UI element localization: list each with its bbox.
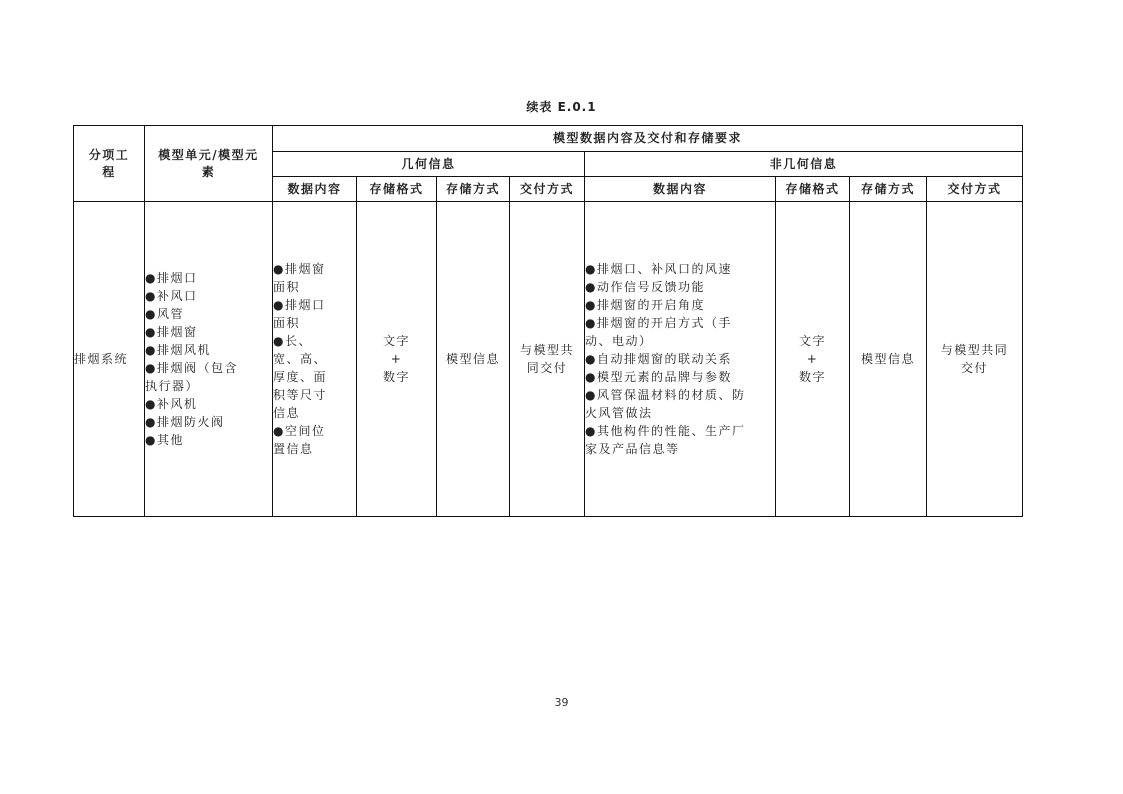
list-item: 厚度、面: [273, 370, 328, 384]
format-plus: +: [390, 352, 403, 366]
cell-ng-storage: 模型信息: [850, 202, 927, 517]
header-geo-storage: 存储方式: [437, 177, 510, 202]
list-item: ●排烟阀（包含: [145, 361, 238, 375]
header-geo-delivery: 交付方式: [510, 177, 585, 202]
header-geo-format: 存储格式: [357, 177, 437, 202]
header-geometric: 几何信息: [273, 152, 585, 177]
list-item: ●排烟窗的开启角度: [585, 298, 705, 312]
cell-geo-content: [273, 202, 357, 517]
header-model-unit: 模型单元/模型元素: [145, 126, 273, 202]
format-text: 文字: [382, 334, 410, 348]
list-item: ●排烟口: [273, 298, 326, 312]
cell-geo-delivery: [510, 202, 585, 517]
format-text: 文字: [798, 334, 826, 348]
list-item: ●其他: [145, 433, 184, 447]
delivery-line: 与模型共: [519, 343, 574, 357]
header-ng-format: 存储格式: [776, 177, 850, 202]
list-item: 面积: [273, 280, 301, 294]
page-number: 39: [554, 696, 569, 709]
cell-ng-delivery: [927, 202, 1023, 517]
table-title: 续表 E.0.1: [526, 100, 597, 114]
header-ng-content: 数据内容: [585, 177, 776, 202]
header-non-geometric: 非几何信息: [585, 152, 1023, 177]
list-item: ●空间位: [273, 424, 326, 438]
list-item: ●排烟风机: [145, 343, 211, 357]
cell-geo-format: [357, 202, 437, 517]
delivery-line: 交付: [961, 361, 989, 375]
list-item: ●长、: [273, 334, 312, 348]
format-number: 数字: [798, 370, 826, 384]
list-item: ●排烟窗: [145, 325, 198, 339]
cell-division: 排烟系统: [74, 202, 145, 517]
delivery-line: 与模型共同: [940, 343, 1009, 357]
header-ng-storage: 存储方式: [850, 177, 927, 202]
model-data-table: [73, 125, 1023, 517]
list-item: ●其他构件的性能、生产厂: [585, 424, 746, 438]
list-item: ●自动排烟窗的联动关系: [585, 352, 732, 366]
list-item: 信息: [273, 406, 301, 420]
format-number: 数字: [382, 370, 410, 384]
list-item: 执行器）: [145, 379, 200, 393]
list-item: ●补风机: [145, 397, 198, 411]
list-item: ●风管保温材料的材质、防: [585, 388, 746, 402]
list-item: 动、电动）: [585, 334, 653, 348]
cell-model-units: [145, 202, 273, 517]
list-item: ●风管: [145, 307, 184, 321]
delivery-line: 同交付: [526, 361, 568, 375]
list-item: ●排烟口: [145, 271, 198, 285]
list-item: ●模型元素的品牌与参数: [585, 370, 732, 384]
cell-ng-format: [776, 202, 850, 517]
list-item: 家及产品信息等: [585, 442, 680, 456]
header-row-1: [74, 126, 1023, 152]
cell-geo-storage: 模型信息: [437, 202, 510, 517]
list-item: ●排烟口、补风口的风速: [585, 262, 732, 276]
list-item: 置信息: [273, 442, 314, 456]
list-item: ●排烟窗: [273, 262, 326, 276]
cell-ng-content: [585, 202, 776, 517]
list-item: 火风管做法: [585, 406, 653, 420]
list-item: ●补风口: [145, 289, 198, 303]
list-item: ●排烟防火阀: [145, 415, 225, 429]
list-item: 面积: [273, 316, 301, 330]
header-division: 分项工程: [74, 126, 145, 202]
list-item: 宽、高、: [273, 352, 328, 366]
format-plus: +: [806, 352, 819, 366]
list-item: ●排烟窗的开启方式（手: [585, 316, 732, 330]
list-item: 积等尺寸: [273, 388, 328, 402]
header-ng-delivery: 交付方式: [927, 177, 1023, 202]
header-requirements: 模型数据内容及交付和存储要求: [273, 126, 1023, 152]
header-geo-content: 数据内容: [273, 177, 357, 202]
table-row: [74, 202, 1023, 517]
list-item: ●动作信号反馈功能: [585, 280, 705, 294]
